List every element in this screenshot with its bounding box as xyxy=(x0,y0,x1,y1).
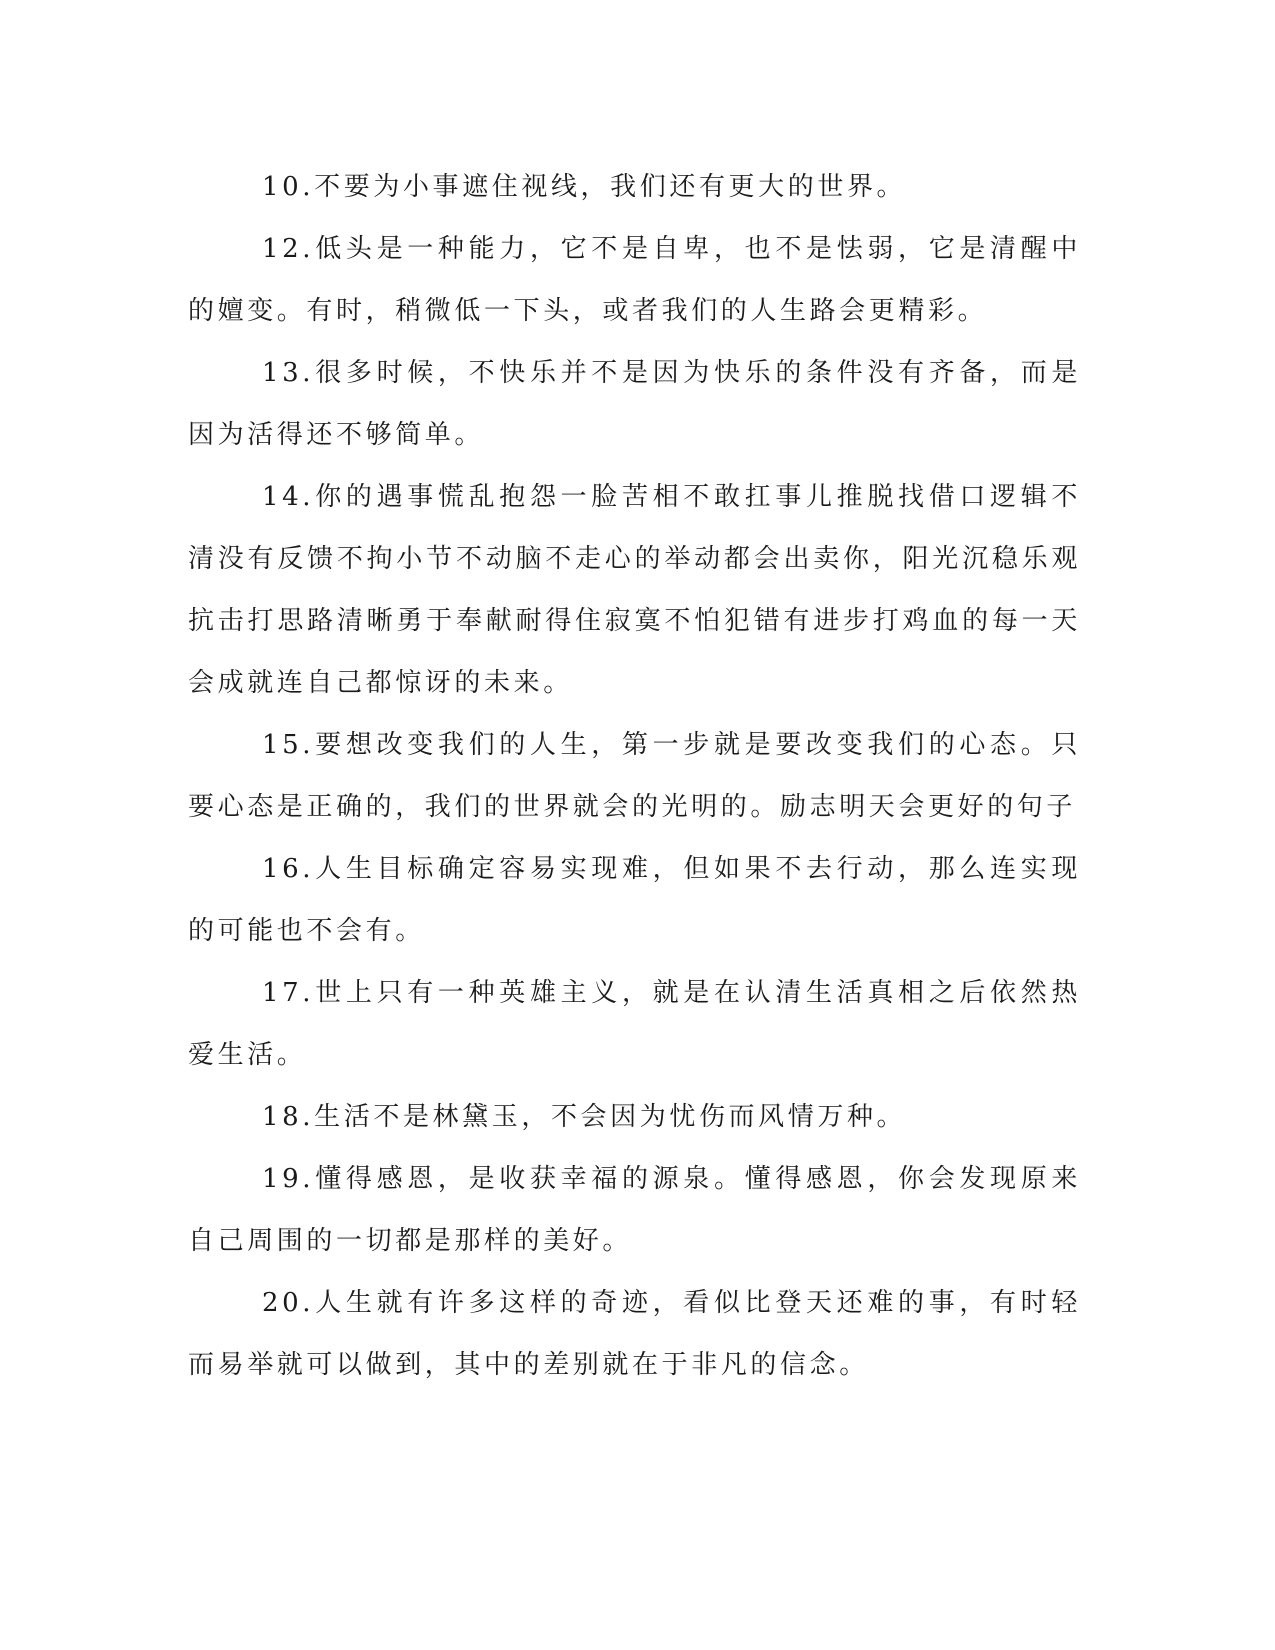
quote-paragraph-10: 10.不要为小事遮住视线，我们还有更大的世界。 xyxy=(262,172,907,202)
quote-paragraph-14: 14.你的遇事慌乱抱怨一脸苦相不敢扛事儿推脱找借口逻辑不清没有反馈不拘小节不动脑不走心的举动都会出卖你，阳光沉稳乐观抗击打思路清晰勇于奉献耐得住寂寞不怕犯错有进步打鸡血的每一天会成就连自己都惊讶的未来。 xyxy=(188,482,1081,698)
quote-paragraph-17: 17.世上只有一种英雄主义，就是在认清生活真相之后依然热爱生活。 xyxy=(188,978,1081,1070)
quote-paragraph-20: 20.人生就有许多这样的奇迹，看似比登天还难的事，有时轻而易举就可以做到，其中的差别就在于非凡的信念。 xyxy=(188,1288,1081,1380)
document-body xyxy=(188,156,1081,1396)
quote-paragraph-13: 13.很多时候，不快乐并不是因为快乐的条件没有齐备，而是因为活得还不够简单。 xyxy=(188,358,1081,450)
quote-paragraph-12: 12.低头是一种能力，它不是自卑，也不是怯弱，它是清醒中的嬗变。有时，稍微低一下头，或者我们的人生路会更精彩。 xyxy=(188,234,1081,326)
quote-paragraph-18: 18.生活不是林黛玉，不会因为忧伤而风情万种。 xyxy=(262,1102,907,1132)
quote-paragraph-19: 19.懂得感恩，是收获幸福的源泉。懂得感恩，你会发现原来自己周围的一切都是那样的美好。 xyxy=(188,1164,1081,1256)
quote-paragraph-16: 16.人生目标确定容易实现难，但如果不去行动，那么连实现的可能也不会有。 xyxy=(188,854,1081,946)
quote-paragraph-15: 15.要想改变我们的人生，第一步就是要改变我们的心态。只要心态是正确的，我们的世界就会的光明的。励志明天会更好的句子 xyxy=(188,730,1081,822)
